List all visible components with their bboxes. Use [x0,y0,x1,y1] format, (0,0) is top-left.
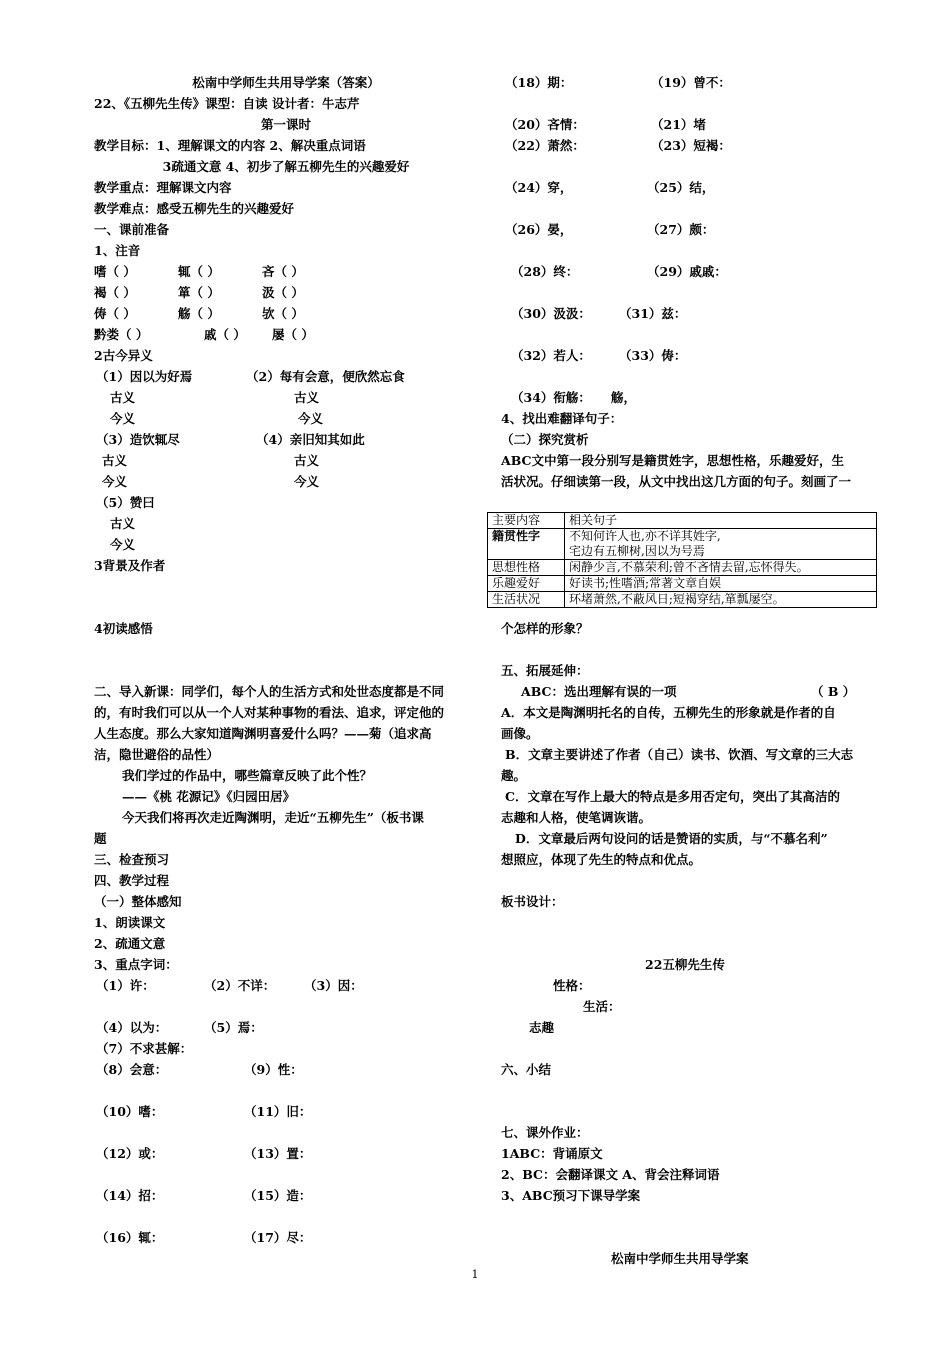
word-item: （12）或： [96,1146,164,1161]
option-b: B．文章主要讲述了作者（自己）读书、饮酒、写文章的三大志 [505,747,854,762]
board-item: 生活： [583,999,621,1014]
phonetic-item: 箪（ ） [178,285,220,300]
question-stem: ABC：选出理解有误的一项 [521,684,677,699]
board-design-heading: 板书设计： [501,894,564,909]
ancient-meaning-label: 古义 [110,516,136,531]
word-item: （22）萧然： [505,138,585,153]
word-item: （7）不求甚解： [96,1041,193,1056]
option-c: 志趣和人格，使笔调诙谐。 [501,810,652,825]
phonetic-item: 俦（ ） [94,306,136,321]
word-item: （11）旧： [244,1104,312,1119]
step-item: 1、朗读课文 [94,915,166,930]
phonetic-item: 黔娄（ ） [94,327,149,342]
word-item: （2）不详： [204,978,276,993]
step-item: 4、找出难翻译句子： [501,411,623,426]
ancient-meaning-label: 古义 [294,453,320,468]
gujin-item: （3）造饮辄尽 [96,432,180,447]
homework-item: 1ABC：背诵原文 [501,1146,603,1161]
phonetic-item: 戚（ ） [204,327,246,342]
analysis-paragraph: ABC文中第一段分别写是籍贯姓字，思想性格，乐趣爱好，生 [501,453,844,468]
word-item: （17）尽： [244,1230,312,1245]
word-item: （5）焉： [204,1020,263,1035]
table-header-cell: 主要内容 [488,513,565,529]
question-answer: （ B ） [811,684,856,699]
doc-title: 松南中学师生共用导学案（答案） [192,75,380,90]
step-item: 3、重点字词： [94,957,178,972]
reading-heading: 4初读感悟 [94,621,153,636]
word-item: 觞， [611,390,637,405]
modern-meaning-label: 今义 [102,474,128,489]
section-heading: 五、拓展延伸： [501,663,589,678]
table-cell-line: 宅边有五柳树,因以为号焉 [569,544,705,558]
modern-meaning-label: 今义 [294,474,320,489]
modern-meaning-label: 今义 [298,411,324,426]
intro-paragraph: 我们学过的作品中，哪些篇章反映了此个性？ [122,768,373,783]
gujin-heading: 2古今异义 [94,348,153,363]
table-cell-value: 环堵萧然,不蔽风日;短褐穿结,箪瓢屡空。 [565,592,877,608]
section-heading: 六、小结 [501,1062,552,1077]
intro-paragraph: 今天我们将再次走近陶渊明，走近“五柳先生”（板书课 [122,810,424,825]
word-item: （21）堵 [651,117,706,132]
table-header-cell: 相关句子 [565,513,877,529]
gujin-item: （5）赞曰 [96,495,155,510]
phonetic-item: 觞（ ） [178,306,220,321]
image-question: 个怎样的形象？ [501,621,589,636]
gujin-item: （4）亲旧知其如此 [256,432,365,447]
table-row [488,576,877,592]
table-cell-key: 生活状况 [488,592,565,608]
modern-meaning-label: 今义 [110,411,136,426]
word-item: （32）若人： [511,348,591,363]
intro-paragraph: 二、导入新课：同学们，每个人的生活方式和处世态度都是不同 [94,684,445,699]
table-cell-value [565,529,877,560]
table-cell-key: 籍贯性字 [488,529,565,560]
table-row [488,529,877,560]
phonetic-item: 欤（ ） [262,306,304,321]
ancient-meaning-label: 古义 [294,390,320,405]
word-item: （27）颇： [647,222,715,237]
page-number: 1 [471,1268,479,1281]
board-title: 22五柳先生传 [645,957,725,972]
word-item: （20）吝情： [505,117,585,132]
word-item: （24）穿， [505,180,573,195]
word-item: （10）嗜： [96,1104,164,1119]
intro-paragraph: ——《桃 花源记》《归园田居》 [122,789,296,804]
content-summary-table [487,512,877,608]
table-row [488,560,877,576]
word-item: （19）曾不： [651,75,731,90]
background-heading: 3背景及作者 [94,558,166,573]
intro-paragraph: 的，有时我们可以从一个人对某种事物的看法、追求，评定他的 [94,705,445,720]
teaching-difficulty: 教学难点：感受五柳先生的兴趣爱好 [94,201,295,216]
word-item: （28）终： [511,264,579,279]
phonetic-item: 嗜（ ） [94,264,136,279]
teaching-goal-1: 教学目标：1、理解课文的内容 2、解决重点词语 [94,138,366,153]
teaching-goal-2: 3疏通文意 4、初步了解五柳先生的兴趣爱好 [162,159,410,174]
word-item: （30）汲汲： [511,306,591,321]
section-heading: 七、课外作业： [501,1125,589,1140]
subsection-heading: （一）整体感知 [94,894,182,909]
step-item: 2、疏通文意 [94,936,166,951]
doc-subtitle: 22、《五柳先生传》课型：自读 设计者：牛志芹 [94,96,360,111]
board-item: 志趣 [529,1020,555,1035]
phonetic-item: 屡（ ） [272,327,314,342]
table-cell-line: 不知何许人也,亦不详其姓字, [569,529,721,543]
option-a: A．本文是陶渊明托名的自传，五柳先生的形象就是作者的自 [501,705,836,720]
option-c: C．文章在写作上最大的特点是多用否定句，突出了其高洁的 [505,789,840,804]
gujin-item: （2）每有会意，便欣然忘食 [246,369,405,384]
word-item: （34）衔觞： [511,390,591,405]
table-cell-key: 思想性格 [488,560,565,576]
homework-item: 3、ABC预习下课导学案 [501,1188,641,1203]
word-item: （1）许： [96,978,155,993]
table-header-row [488,513,877,529]
word-item: （25）结， [647,180,715,195]
phonetic-item: 辄（ ） [178,264,220,279]
section-heading: 三、检查预习 [94,852,170,867]
table-cell-value: 闲静少言,不慕荣利;曾不吝情去留,忘怀得失。 [565,560,877,576]
word-item: （29）戚戚： [647,264,727,279]
intro-paragraph: 人生态度。那么大家知道陶渊明喜爱什么吗？——菊（追求高 [94,726,432,741]
word-item: （14）招： [96,1188,164,1203]
gujin-item: （1）因以为好焉 [96,369,193,384]
modern-meaning-label: 今义 [110,537,136,552]
table-cell-value: 好读书;性嗜酒;常著文章自娱 [565,576,877,592]
analysis-paragraph: 活状况。仔细读第一段，从文中找出这几方面的句子。刻画了一 [501,474,852,489]
phonetic-item: 褐（ ） [94,285,136,300]
option-d: 想照应，体现了先生的特点和优点。 [501,852,702,867]
word-item: （8）会意： [96,1062,168,1077]
homework-item: 2、BC：会翻译课文 A、背会注释词语 [501,1167,720,1182]
lesson-label: 第一课时 [260,117,311,132]
table-cell-key: 乐趣爱好 [488,576,565,592]
word-item: （23）短褐： [651,138,731,153]
section-heading: 一、课前准备 [94,222,170,237]
word-item: （15）造： [244,1188,312,1203]
phonetic-item: 汲（ ） [262,285,304,300]
intro-paragraph: 洁，隐世避俗的品性） [94,747,220,762]
option-b: 趣。 [501,768,527,783]
intro-paragraph: 题 [94,831,107,846]
word-item: （4）以为： [96,1020,168,1035]
teaching-focus: 教学重点：理解课文内容 [94,180,232,195]
table-row [488,592,877,608]
option-d: D．文章最后两句设问的话是赞语的实质，与“不慕名利” [515,831,828,846]
word-item: （18）期： [505,75,573,90]
word-item: （31）兹： [619,306,687,321]
board-item: 性格： [553,978,591,993]
phonetic-heading: 1、注音 [94,243,141,258]
word-item: （16）辄： [96,1230,164,1245]
subsection-heading: （二）探究赏析 [501,432,589,447]
footer-title: 松南中学师生共用导学案 [611,1251,749,1266]
ancient-meaning-label: 古义 [110,390,136,405]
section-heading: 四、教学过程 [94,873,170,888]
word-item: （3）因： [304,978,363,993]
word-item: （9）性： [244,1062,303,1077]
word-item: （26）晏， [505,222,573,237]
word-item: （33）俦： [619,348,687,363]
option-a: 画像。 [501,726,539,741]
word-item: （13）置： [244,1146,312,1161]
ancient-meaning-label: 古义 [102,453,128,468]
phonetic-item: 吝（ ） [262,264,304,279]
